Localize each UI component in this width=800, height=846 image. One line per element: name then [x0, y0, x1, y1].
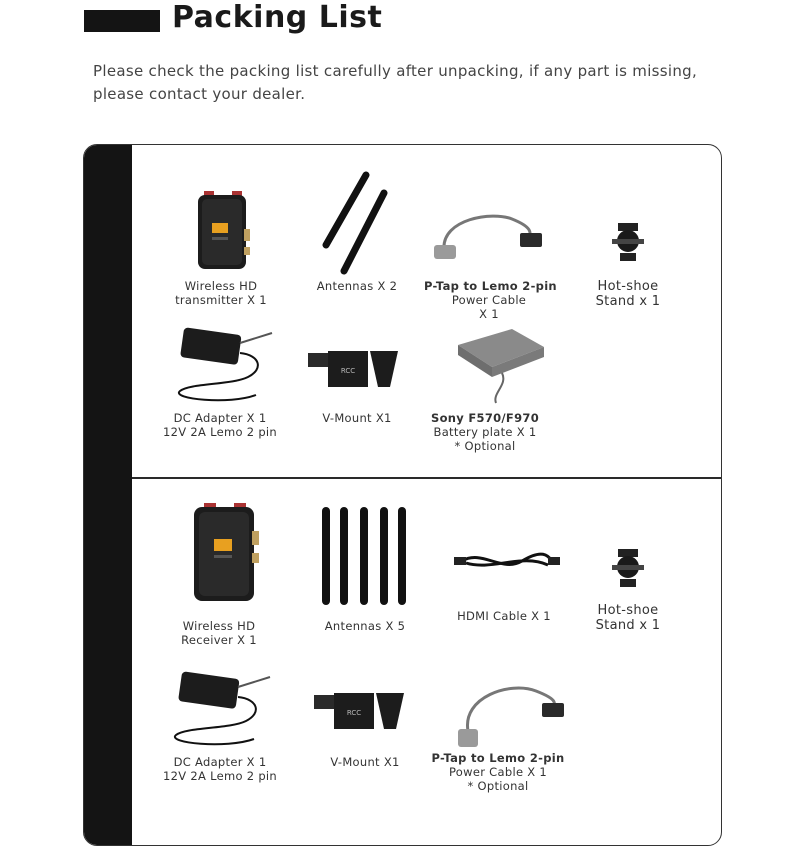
item-antennas-5 [310, 619, 420, 633]
dc-adapter-image [160, 325, 278, 409]
antennas-5-image [316, 503, 414, 607]
item-label-line: HDMI Cable X 1 [457, 609, 551, 623]
item-v-mount [310, 755, 420, 769]
item-label-line: P-Tap to Lemo 2-pin [424, 279, 557, 293]
item-label-line: X 1 [479, 307, 499, 321]
ptap-lemo-cable-image [454, 675, 572, 751]
item-wireless-hd-receiver [164, 619, 274, 647]
item-label-line: Antennas X 5 [324, 619, 406, 633]
item-hotshoe-stand [578, 279, 678, 309]
item-label-line: Stand x 1 [595, 618, 661, 633]
item-label-line: Receiver X 1 [181, 633, 257, 647]
v-mount-brand-mark: RCC [340, 367, 356, 375]
item-label-line: Sony F570/F970 [431, 411, 539, 425]
item-label-line: Wireless HD [184, 279, 258, 293]
item-label-line: 12V 2A Lemo 2 pin [162, 769, 278, 783]
antennas-2-image [320, 171, 394, 275]
page-title: Packing List [172, 0, 383, 35]
hotshoe-stand-image [608, 221, 648, 263]
v-mount-brand-mark: RCC [346, 709, 362, 717]
item-label-line: Hot-shoe [597, 279, 659, 294]
section-divider [132, 477, 721, 479]
hotshoe-stand-image [608, 547, 648, 589]
item-label-line: Power Cable [451, 293, 527, 307]
item-wireless-hd-transmitter [158, 279, 284, 307]
item-label-line: transmitter X 1 [175, 293, 267, 307]
item-v-mount [302, 411, 412, 425]
item-label-line: Wireless HD [182, 619, 256, 633]
item-antennas-2 [302, 279, 412, 293]
item-label-line: * Optional [454, 439, 516, 453]
item-ptap-lemo-cable [424, 279, 557, 321]
v-mount-image [306, 349, 402, 389]
intro-line-2: please contact your dealer. [93, 85, 306, 103]
item-label-line: Hot-shoe [597, 603, 659, 618]
hdmi-cable-image [452, 547, 562, 577]
transmitter-image [192, 189, 252, 273]
packing-list-panel [83, 144, 722, 846]
panel-side-strip [84, 145, 132, 845]
item-label-line: V-Mount X1 [330, 755, 400, 769]
item-ptap-lemo-cable [430, 751, 566, 793]
item-label-line: Battery plate X 1 [433, 425, 537, 439]
item-hdmi-cable [444, 609, 564, 623]
title-accent-bar [84, 10, 160, 32]
item-label-line: Power Cable X 1 [448, 765, 548, 779]
intro-text [93, 60, 733, 106]
receiver-image [190, 501, 260, 603]
item-label-line: DC Adapter X 1 [173, 411, 267, 425]
intro-line-1: Please check the packing list carefully after unpacking, if any part is missing, [93, 62, 698, 80]
item-battery-plate [420, 411, 550, 453]
dc-adapter-image [156, 669, 276, 753]
item-label-line: Antennas X 2 [316, 279, 398, 293]
item-dc-adapter [150, 755, 290, 783]
item-label-line: 12V 2A Lemo 2 pin [162, 425, 278, 439]
item-label-line: DC Adapter X 1 [173, 755, 267, 769]
item-hotshoe-stand [578, 603, 678, 633]
v-mount-image [312, 691, 408, 731]
item-label-line: V-Mount X1 [322, 411, 392, 425]
item-label-line: * Optional [467, 779, 529, 793]
item-dc-adapter [150, 411, 290, 439]
battery-plate-image [452, 323, 550, 407]
item-label-line: P-Tap to Lemo 2-pin [431, 751, 565, 765]
item-label-line: Stand x 1 [595, 294, 661, 309]
ptap-lemo-cable-image [432, 209, 550, 269]
